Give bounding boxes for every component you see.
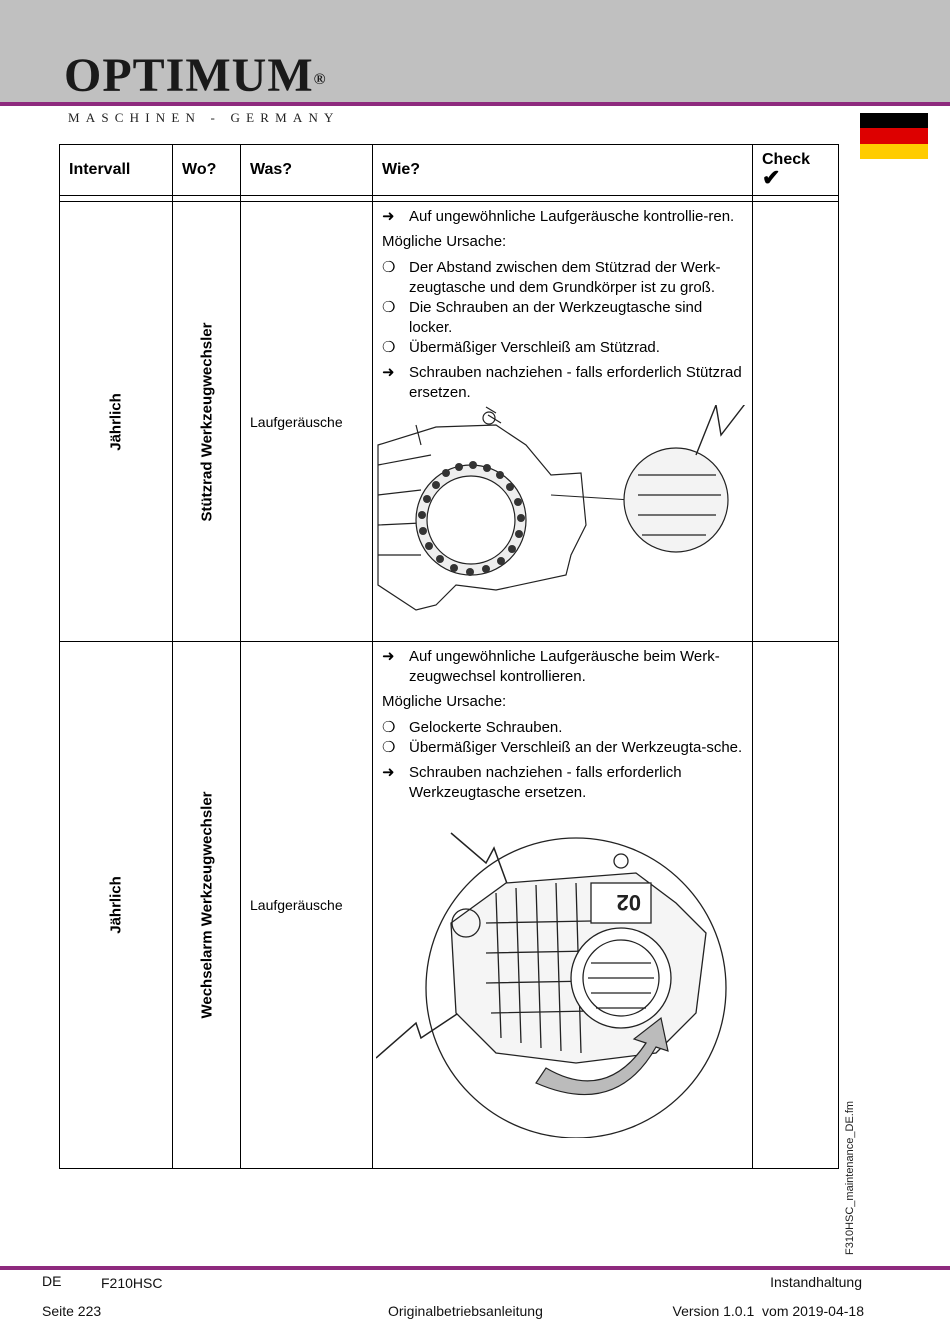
german-flag-icon bbox=[860, 113, 928, 159]
action-item: ➜ Schrauben nachziehen - falls erforderlich Stützrad ersetzen. bbox=[382, 364, 742, 401]
checkmark-icon: ✔ bbox=[762, 165, 781, 190]
cause-item: ❍ Gelockerte Schrauben. bbox=[382, 719, 563, 736]
intervall-cell: Jährlich bbox=[60, 642, 173, 1169]
footer-model: F210HSC bbox=[101, 1275, 163, 1291]
source-file-name: F310HSC_maintenance_DE.fm bbox=[844, 1100, 856, 1255]
check-cell[interactable] bbox=[753, 202, 839, 642]
wie-cell bbox=[373, 202, 753, 642]
maintenance-table bbox=[59, 144, 839, 1169]
col-wo: Wo? bbox=[173, 145, 241, 196]
intervall-cell: Jährlich bbox=[60, 202, 173, 642]
col-check: Check ✔ bbox=[753, 145, 839, 196]
bullet-circle-icon: ❍ bbox=[382, 299, 396, 316]
bullet-circle-icon: ❍ bbox=[382, 259, 396, 276]
cause-item: ❍ Die Schrauben an der Werkzeugtasche sind locker. bbox=[382, 299, 703, 336]
brand-tagline: MASCHINEN - GERMANY bbox=[68, 110, 340, 125]
change-arm-illustration bbox=[376, 813, 750, 1138]
col-was: Was? bbox=[241, 145, 373, 196]
table-header-row bbox=[60, 145, 839, 196]
was-cell: Laufgeräusche bbox=[241, 642, 373, 1169]
was-cell: Laufgeräusche bbox=[241, 202, 373, 642]
col-wie: Wie? bbox=[373, 145, 753, 196]
brand-logo: OPTIMUM® bbox=[64, 49, 327, 102]
check-cell[interactable] bbox=[753, 642, 839, 1169]
arrow-right-icon: ➜ bbox=[382, 364, 395, 381]
footer-section: Instandhaltung bbox=[770, 1274, 862, 1290]
action-item: ➜ Auf ungewöhnliche Laufgeräusche kontrollie-ren. bbox=[382, 208, 735, 225]
footer-page: Seite 223 bbox=[42, 1303, 102, 1319]
footer-doc-type: Originalbetriebsanleitung bbox=[388, 1303, 543, 1319]
table-row bbox=[60, 642, 839, 1169]
bullet-circle-icon: ❍ bbox=[382, 339, 396, 356]
table-row bbox=[60, 202, 839, 642]
bullet-circle-icon: ❍ bbox=[382, 739, 396, 756]
footer-rule bbox=[0, 1266, 950, 1270]
support-wheel-illustration bbox=[376, 405, 750, 615]
cause-item: ❍ Der Abstand zwischen dem Stützrad der Werk-zeugtasche und dem Grundkörper ist zu groß. bbox=[382, 259, 721, 296]
bullet-circle-icon: ❍ bbox=[382, 719, 396, 736]
arrow-right-icon: ➜ bbox=[382, 764, 395, 781]
footer-lang: DE bbox=[42, 1273, 62, 1289]
station-number-label: 02 bbox=[616, 890, 641, 915]
action-item: ➜ Schrauben nachziehen - falls erforderlich Werkzeugtasche ersetzen. bbox=[382, 764, 682, 801]
wo-cell: Wechselarm Werkzeugwechsler bbox=[173, 642, 241, 1169]
arrow-right-icon: ➜ bbox=[382, 208, 395, 225]
wo-cell: Stützrad Werkzeugwechsler bbox=[173, 202, 241, 642]
cause-item: ❍ Übermäßiger Verschleiß an der Werkzeugta-sche. bbox=[382, 739, 743, 756]
action-item: ➜ Auf ungewöhnliche Laufgeräusche beim Werk-zeugwechsel kontrollieren. bbox=[382, 648, 720, 685]
header-rule bbox=[0, 102, 950, 106]
cause-label: Mögliche Ursache: bbox=[382, 693, 507, 710]
col-intervall: Intervall bbox=[60, 145, 173, 196]
footer-version: Version 1.0.1 vom 2019-04-18 bbox=[672, 1303, 864, 1319]
wie-cell bbox=[373, 642, 753, 1169]
arrow-right-icon: ➜ bbox=[382, 648, 395, 665]
cause-label: Mögliche Ursache: bbox=[382, 233, 507, 250]
cause-item: ❍ Übermäßiger Verschleiß am Stützrad. bbox=[382, 339, 660, 356]
